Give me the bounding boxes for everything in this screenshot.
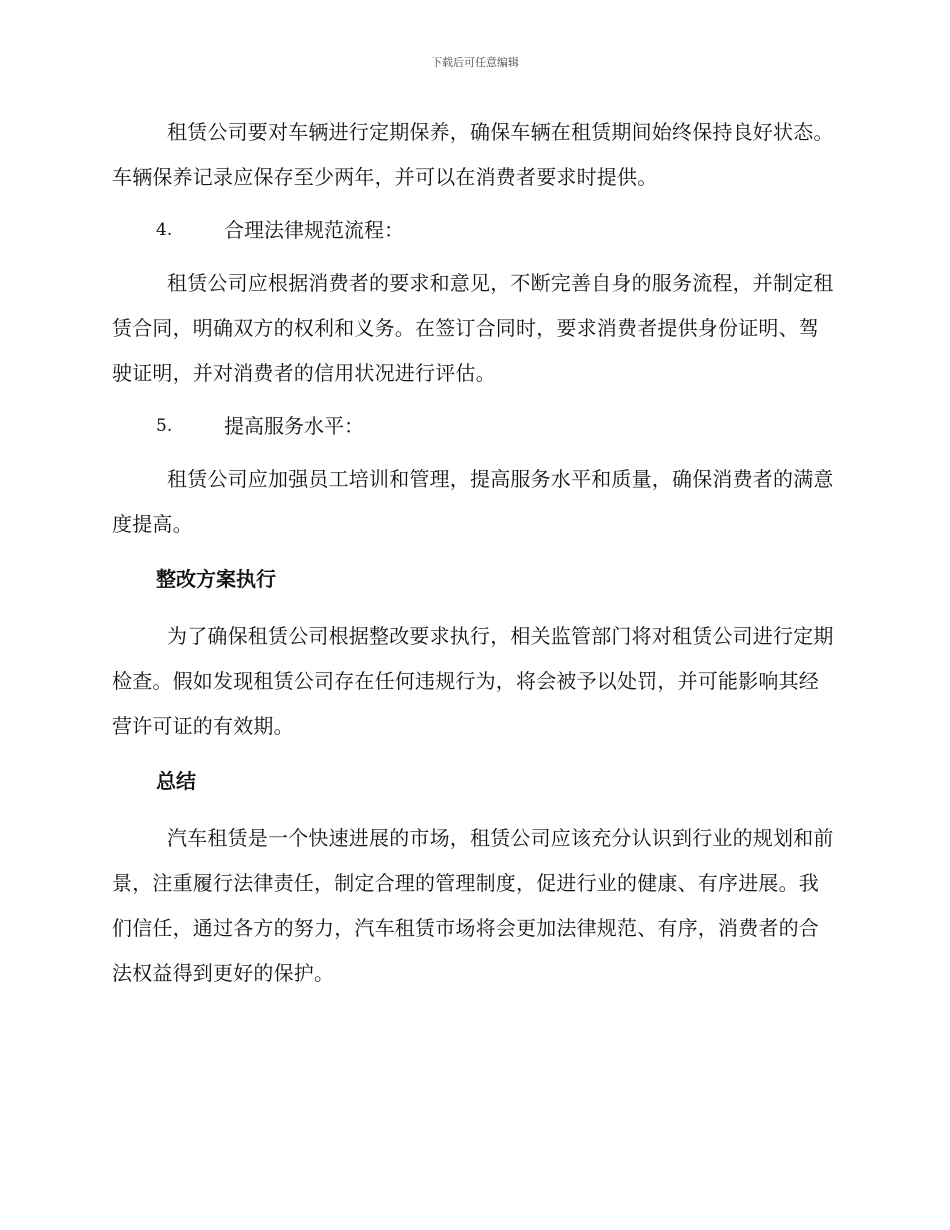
paragraph-legal-process: 租赁公司应根据消费者的要求和意见，不断完善自身的服务流程，并制定租赁合同，明确双方的权利和义务。在签订合同时，要求消费者提供身份证明、驾驶证明，并对消费者的信用状况进行评估。 <box>112 271 834 385</box>
list-number: 5. <box>156 416 173 436</box>
list-item-label: 提高服务水平： <box>224 414 364 438</box>
section-heading-summary: 总结 <box>156 769 196 793</box>
page-header: 下载后可任意编辑 <box>431 56 519 69</box>
list-item-5 <box>112 404 837 449</box>
document-body <box>112 110 837 996</box>
paragraph-service-level: 租赁公司应加强员工培训和管理，提高服务水平和质量，确保消费者的满意度提高。 <box>112 467 834 536</box>
paragraph-summary: 汽车租赁是一个快速进展的市场，租赁公司应该充分认识到行业的规划和前景，注重履行法律责任，制定合理的管理制度，促进行业的健康、有序进展。我们信任，通过各方的努力，汽车租赁市场将会更加法律规范、有序，消费者的合法权益得到更好的保护。 <box>112 826 834 985</box>
paragraph-maintenance: 租赁公司要对车辆进行定期保养，确保车辆在租赁期间始终保持良好状态。车辆保养记录应保存至少两年，并可以在消费者要求时提供。 <box>112 120 834 189</box>
list-item-4 <box>112 208 837 253</box>
list-number: 4. <box>156 220 173 240</box>
section-heading-execution: 整改方案执行 <box>156 567 276 591</box>
list-item-label: 合理法律规范流程： <box>224 218 404 242</box>
paragraph-execution: 为了确保租赁公司根据整改要求执行，相关监管部门将对租赁公司进行定期检查。假如发现租赁公司存在任何违规行为，将会被予以处罚，并可能影响其经营许可证的有效期。 <box>112 624 834 738</box>
